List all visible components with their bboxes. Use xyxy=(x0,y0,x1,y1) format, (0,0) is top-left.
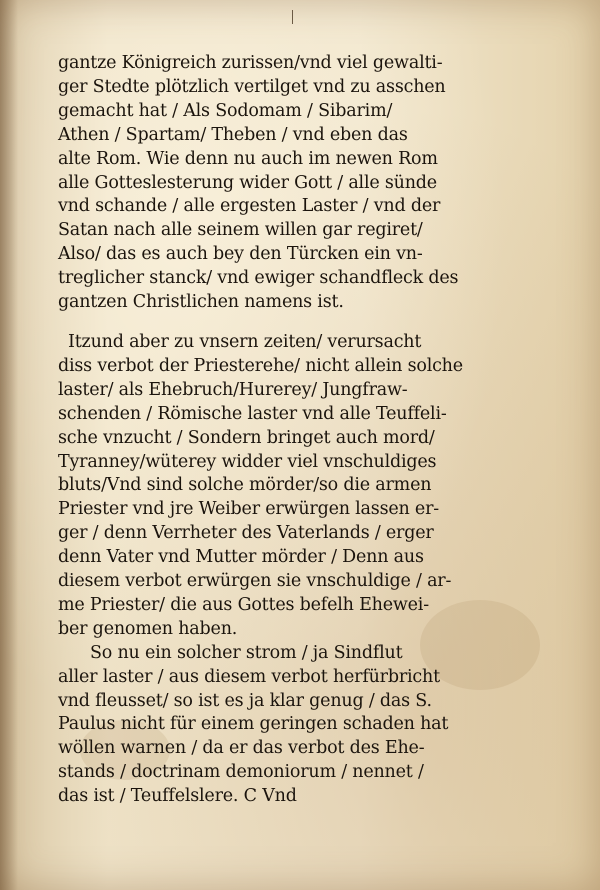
text-line: Athen / Spartam/ Theben / vnd eben das xyxy=(58,124,408,145)
text-line: ger Stedte plötzlich vertilget vnd zu asschen xyxy=(58,76,446,97)
text-line: Also/ das es auch bey den Türcken ein vn- xyxy=(58,244,423,265)
top-margin-mark xyxy=(292,10,293,24)
text-line: Priester vnd jre Weiber erwürgen lassen er- xyxy=(58,499,439,520)
text-line: denn Vater vnd Mutter mörder / Denn aus xyxy=(58,547,424,568)
text-line: vnd schande / alle ergesten Laster / vnd der xyxy=(58,196,441,217)
text-line: alle Gotteslesterung wider Gott / alle sünde xyxy=(58,172,437,193)
text-line: sche vnzucht / Sondern bringet auch mord/ xyxy=(58,427,435,448)
text-line: stands / doctrinam demoniorum / nennet / xyxy=(58,762,424,783)
text-line: Tyranney/wüterey widder viel vnschuldiges xyxy=(58,451,437,472)
text-line: me Priester/ die aus Gottes befelh Ehewei- xyxy=(58,594,429,615)
text-line: das ist / Teuffelslere. C Vnd xyxy=(58,786,297,807)
body-text xyxy=(58,52,463,809)
text-line: treglicher stanck/ vnd ewiger schandfleck des xyxy=(58,268,459,289)
text-line: vnd fleusset/ so ist es ja klar genug / das S. xyxy=(58,690,432,711)
text-line: ger / denn Verrheter des Vaterlands / erger xyxy=(58,523,434,544)
paragraph-gap xyxy=(58,315,458,331)
text-line: wöllen warnen / da er das verbot des Ehe- xyxy=(58,738,425,759)
text-line: ber genomen haben. xyxy=(58,618,238,639)
text-line: Itzund aber zu vnsern zeiten/ verursacht xyxy=(68,331,422,352)
text-line: aller laster / aus diesem verbot herfürbricht xyxy=(58,666,440,687)
text-line: Satan nach alle seinem willen gar regiret/ xyxy=(58,220,423,241)
text-line: gemacht hat / Als Sodomam / Sibarim/ xyxy=(58,100,393,121)
page-spine-shadow xyxy=(0,0,18,890)
text-line: diss verbot der Priesterehe/ nicht allein solche xyxy=(58,355,463,376)
text-line: gantzen Christlichen namens ist. xyxy=(58,292,344,313)
text-line: bluts/Vnd sind solche mörder/so die armen xyxy=(58,475,432,496)
text-line: schenden / Römische laster vnd alle Teuffeli- xyxy=(58,403,447,424)
text-line: So nu ein solcher strom / ja Sindflut xyxy=(90,642,403,663)
text-line: Paulus nicht für einem geringen schaden hat xyxy=(58,714,449,735)
text-line: laster/ als Ehebruch/Hurerey/ Jungfraw- xyxy=(58,379,408,400)
text-line: gantze Königreich zurissen/vnd viel gewalti- xyxy=(58,53,443,73)
text-line: diesem verbot erwürgen sie vnschuldige / ar- xyxy=(58,571,452,592)
text-line: alte Rom. Wie denn nu auch im newen Rom xyxy=(58,148,438,169)
